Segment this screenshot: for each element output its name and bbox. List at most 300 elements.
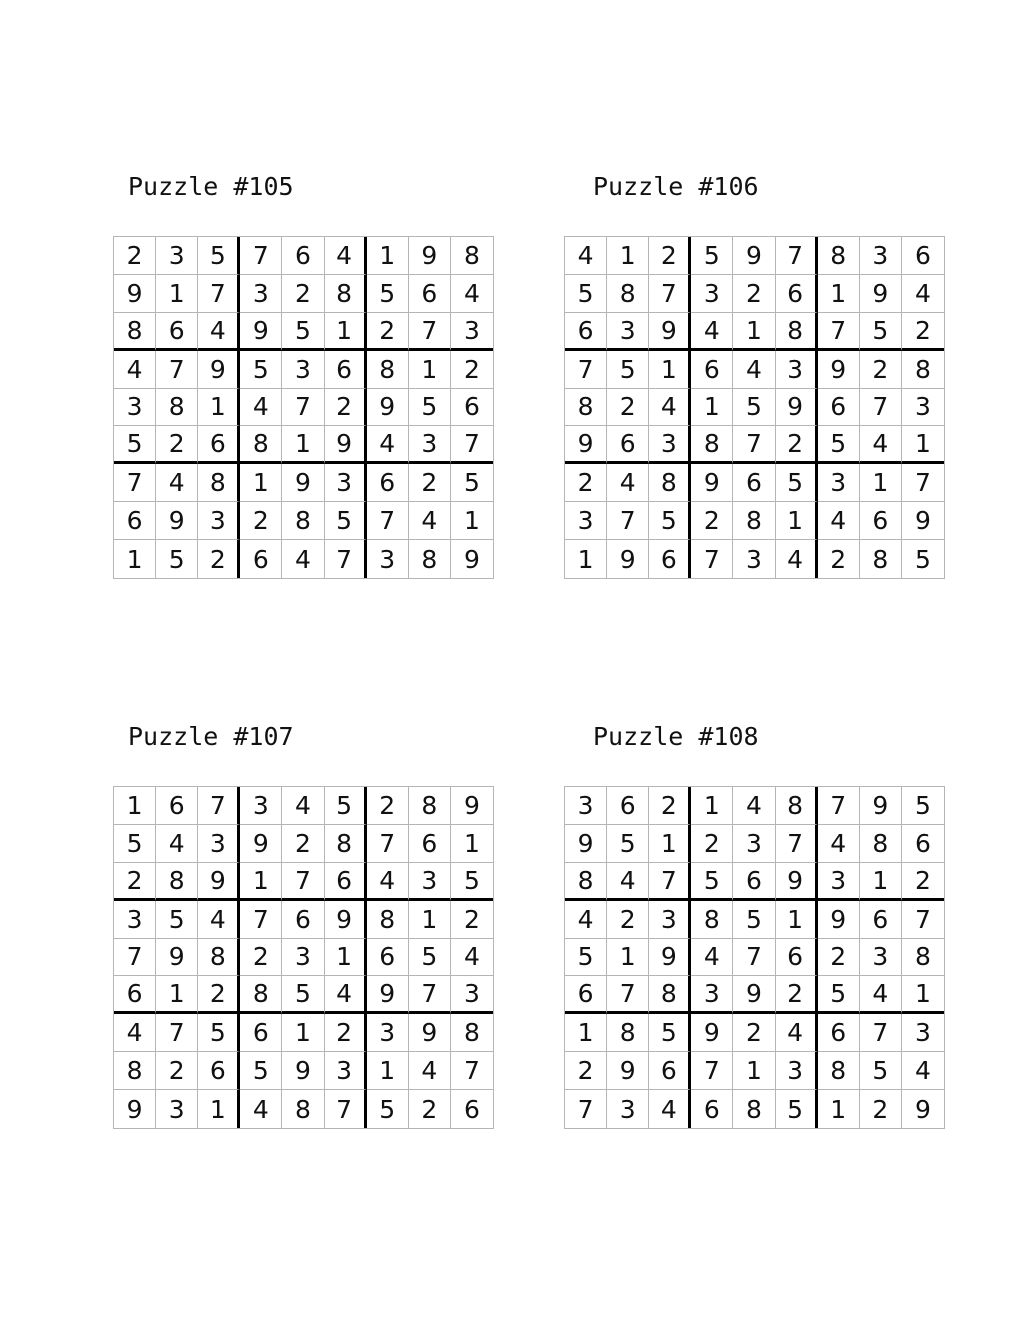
sudoku-cell: 1: [902, 976, 944, 1014]
sudoku-cell: 1: [565, 1014, 607, 1052]
sudoku-cell: 5: [649, 502, 691, 540]
sudoku-cell: 2: [367, 787, 409, 825]
sudoku-cell: 5: [156, 540, 198, 578]
sudoku-cell: 4: [860, 426, 902, 464]
sudoku-cell: 5: [325, 502, 367, 540]
sudoku-cell: 5: [733, 389, 775, 427]
sudoku-cell: 2: [860, 351, 902, 389]
sudoku-cell: 9: [409, 237, 451, 275]
sudoku-cell: 6: [282, 901, 324, 939]
sudoku-cell: 4: [198, 313, 240, 351]
sudoku-cell: 4: [325, 976, 367, 1014]
sudoku-cell: 5: [409, 389, 451, 427]
sudoku-cell: 2: [240, 502, 282, 540]
sudoku-cell: 1: [902, 426, 944, 464]
sudoku-cell: 2: [282, 825, 324, 863]
sudoku-cell: 6: [367, 464, 409, 502]
sudoku-cell: 1: [776, 901, 818, 939]
sudoku-cell: 9: [776, 863, 818, 901]
sudoku-cell: 3: [607, 313, 649, 351]
sudoku-cell: 3: [325, 464, 367, 502]
sudoku-cell: 9: [733, 237, 775, 275]
sudoku-cell: 1: [607, 939, 649, 977]
sudoku-cell: 8: [325, 275, 367, 313]
sudoku-cell: 2: [409, 464, 451, 502]
sudoku-cell: 2: [776, 426, 818, 464]
sudoku-cell: 7: [451, 426, 493, 464]
sudoku-grid: [564, 786, 945, 1129]
sudoku-cell: 8: [565, 863, 607, 901]
sudoku-cell: 3: [409, 863, 451, 901]
sudoku-cell: 6: [282, 237, 324, 275]
sudoku-cell: 3: [282, 351, 324, 389]
sudoku-cell: 2: [451, 901, 493, 939]
sudoku-cell: 7: [733, 426, 775, 464]
sudoku-cell: 1: [733, 1052, 775, 1090]
sudoku-cell: 9: [818, 901, 860, 939]
sudoku-cell: 9: [198, 863, 240, 901]
sudoku-cell: 2: [607, 389, 649, 427]
sudoku-cell: 3: [691, 976, 733, 1014]
sudoku-cell: 2: [114, 237, 156, 275]
sudoku-cell: 8: [733, 1090, 775, 1128]
sudoku-cell: 3: [240, 275, 282, 313]
sudoku-cell: 2: [156, 1052, 198, 1090]
sudoku-cell: 5: [451, 863, 493, 901]
sudoku-cell: 9: [282, 464, 324, 502]
sudoku-cell: 8: [114, 313, 156, 351]
sudoku-cell: 2: [114, 863, 156, 901]
sudoku-cell: 6: [198, 1052, 240, 1090]
sudoku-cell: 5: [607, 825, 649, 863]
sudoku-cell: 4: [409, 1052, 451, 1090]
sudoku-cell: 3: [733, 825, 775, 863]
sudoku-cell: 3: [649, 426, 691, 464]
sudoku-cell: 1: [565, 540, 607, 578]
sudoku-cell: 2: [409, 1090, 451, 1128]
sudoku-cell: 5: [156, 901, 198, 939]
sudoku-cell: 7: [325, 540, 367, 578]
sudoku-cell: 4: [733, 787, 775, 825]
sudoku-cell: 5: [367, 1090, 409, 1128]
sudoku-cell: 9: [691, 464, 733, 502]
sudoku-cell: 8: [240, 426, 282, 464]
sudoku-cell: 9: [860, 275, 902, 313]
sudoku-cell: 4: [325, 237, 367, 275]
sudoku-cell: 7: [776, 237, 818, 275]
sudoku-cell: 5: [860, 1052, 902, 1090]
sudoku-cell: 9: [776, 389, 818, 427]
sudoku-cell: 1: [649, 825, 691, 863]
sudoku-cell: 1: [691, 389, 733, 427]
sudoku-cell: 7: [409, 313, 451, 351]
sudoku-cell: 3: [409, 426, 451, 464]
sudoku-cell: 5: [409, 939, 451, 977]
sudoku-cell: 6: [691, 351, 733, 389]
sudoku-cell: 3: [156, 1090, 198, 1128]
sudoku-cell: 7: [818, 313, 860, 351]
sudoku-cell: 8: [818, 237, 860, 275]
sudoku-cell: 4: [691, 313, 733, 351]
sudoku-cell: 1: [860, 464, 902, 502]
sudoku-cell: 4: [902, 1052, 944, 1090]
sudoku-cell: 7: [240, 237, 282, 275]
sudoku-cell: 8: [282, 1090, 324, 1128]
sudoku-cell: 7: [691, 1052, 733, 1090]
sudoku-cell: 1: [691, 787, 733, 825]
sudoku-cell: 2: [902, 313, 944, 351]
sudoku-cell: 9: [860, 787, 902, 825]
sudoku-cell: 5: [114, 825, 156, 863]
sudoku-cell: 8: [902, 939, 944, 977]
sudoku-cell: 6: [607, 426, 649, 464]
sudoku-cell: 2: [565, 1052, 607, 1090]
sudoku-cell: 6: [776, 275, 818, 313]
sudoku-cell: 5: [776, 1090, 818, 1128]
puzzle-title: Puzzle #108: [593, 722, 759, 751]
sudoku-cell: 5: [649, 1014, 691, 1052]
sudoku-cell: 3: [198, 825, 240, 863]
sudoku-cell: 9: [156, 939, 198, 977]
sudoku-cell: 9: [451, 787, 493, 825]
sudoku-cell: 7: [860, 389, 902, 427]
sudoku-cell: 3: [325, 1052, 367, 1090]
sudoku-cell: 4: [860, 976, 902, 1014]
sudoku-grid: [113, 236, 494, 579]
sudoku-cell: 4: [282, 787, 324, 825]
sudoku-cell: 8: [691, 901, 733, 939]
sudoku-cell: 9: [282, 1052, 324, 1090]
sudoku-cell: 6: [325, 863, 367, 901]
sudoku-cell: 3: [282, 939, 324, 977]
sudoku-cell: 4: [409, 502, 451, 540]
sudoku-cell: 9: [325, 901, 367, 939]
sudoku-cell: 1: [776, 502, 818, 540]
sudoku-cell: 1: [114, 540, 156, 578]
sudoku-cell: 3: [776, 1052, 818, 1090]
sudoku-cell: 8: [860, 825, 902, 863]
sudoku-cell: 4: [451, 275, 493, 313]
sudoku-cell: 3: [565, 787, 607, 825]
sudoku-cell: 6: [649, 540, 691, 578]
sudoku-cell: 5: [776, 464, 818, 502]
sudoku-cell: 2: [860, 1090, 902, 1128]
sudoku-cell: 8: [409, 787, 451, 825]
sudoku-cell: 2: [325, 1014, 367, 1052]
sudoku-cell: 9: [114, 1090, 156, 1128]
sudoku-cell: 6: [114, 976, 156, 1014]
sudoku-cell: 2: [451, 351, 493, 389]
sudoku-cell: 3: [733, 540, 775, 578]
sudoku-cell: 4: [240, 1090, 282, 1128]
sudoku-cell: 6: [649, 1052, 691, 1090]
sudoku-cell: 2: [325, 389, 367, 427]
sudoku-cell: 5: [282, 976, 324, 1014]
sudoku-cell: 6: [198, 426, 240, 464]
sudoku-cell: 9: [240, 825, 282, 863]
sudoku-cell: 9: [409, 1014, 451, 1052]
sudoku-cell: 4: [607, 464, 649, 502]
sudoku-cell: 8: [282, 502, 324, 540]
sudoku-cell: 5: [240, 351, 282, 389]
sudoku-cell: 6: [409, 275, 451, 313]
sudoku-cell: 9: [198, 351, 240, 389]
sudoku-cell: 2: [776, 976, 818, 1014]
sudoku-cell: 4: [818, 502, 860, 540]
sudoku-cell: 6: [156, 313, 198, 351]
sudoku-cell: 4: [156, 464, 198, 502]
sudoku-cell: 2: [240, 939, 282, 977]
sudoku-cell: 8: [198, 464, 240, 502]
sudoku-cell: 7: [607, 976, 649, 1014]
sudoku-cell: 6: [451, 389, 493, 427]
sudoku-cell: 6: [409, 825, 451, 863]
sudoku-cell: 5: [902, 787, 944, 825]
puzzle-title: Puzzle #107: [128, 722, 294, 751]
sudoku-cell: 8: [607, 1014, 649, 1052]
sudoku-cell: 5: [818, 426, 860, 464]
sudoku-cell: 9: [565, 825, 607, 863]
sudoku-cell: 1: [198, 1090, 240, 1128]
sudoku-cell: 3: [607, 1090, 649, 1128]
sudoku-cell: 3: [451, 313, 493, 351]
sudoku-cell: 7: [902, 464, 944, 502]
sudoku-cell: 4: [649, 1090, 691, 1128]
sudoku-cell: 4: [776, 540, 818, 578]
sudoku-cell: 7: [282, 389, 324, 427]
sudoku-cell: 9: [565, 426, 607, 464]
sudoku-cell: 7: [367, 825, 409, 863]
sudoku-cell: 2: [367, 313, 409, 351]
sudoku-cell: 1: [860, 863, 902, 901]
sudoku-cell: 8: [367, 901, 409, 939]
sudoku-cell: 5: [733, 901, 775, 939]
sudoku-cell: 7: [607, 502, 649, 540]
sudoku-cell: 9: [325, 426, 367, 464]
sudoku-cell: 8: [156, 389, 198, 427]
sudoku-cell: 7: [860, 1014, 902, 1052]
sudoku-cell: 9: [733, 976, 775, 1014]
sudoku-cell: 2: [198, 976, 240, 1014]
sudoku-cell: 6: [818, 1014, 860, 1052]
sudoku-cell: 3: [860, 939, 902, 977]
sudoku-cell: 6: [114, 502, 156, 540]
sudoku-cell: 9: [463, 544, 480, 574]
sudoku-cell: 1: [733, 313, 775, 351]
sudoku-cell: 1: [818, 1090, 860, 1128]
sudoku-cell: 4: [282, 540, 324, 578]
sudoku-cell: 5: [114, 426, 156, 464]
sudoku-cell: 6: [902, 825, 944, 863]
sudoku-cell: 2: [649, 237, 691, 275]
sudoku-cell: 7: [409, 976, 451, 1014]
sudoku-cell: 3: [156, 237, 198, 275]
sudoku-cell: 7: [776, 825, 818, 863]
sudoku-cell: 1: [282, 1014, 324, 1052]
sudoku-cell: 7: [565, 1090, 607, 1128]
sudoku-cell: 7: [198, 275, 240, 313]
sudoku-cell: 2: [902, 863, 944, 901]
sudoku-cell: 7: [198, 787, 240, 825]
sudoku-cell: 2: [198, 540, 240, 578]
sudoku-cell: 4: [240, 389, 282, 427]
sudoku-cell: 8: [649, 464, 691, 502]
sudoku-cell: 1: [325, 939, 367, 977]
sudoku-cell: 8: [860, 540, 902, 578]
sudoku-cell: 8: [649, 976, 691, 1014]
sudoku-cell: 6: [463, 1094, 480, 1124]
sudoku-cell: 6: [860, 901, 902, 939]
sudoku-cell: 1: [240, 464, 282, 502]
sudoku-cell: 2: [818, 540, 860, 578]
sudoku-cell: 7: [691, 540, 733, 578]
sudoku-cell: 9: [607, 540, 649, 578]
sudoku-cell: 6: [240, 1014, 282, 1052]
sudoku-cell: 5: [860, 313, 902, 351]
sudoku-cell: 3: [691, 275, 733, 313]
sudoku-cell: 8: [325, 825, 367, 863]
sudoku-cell: 2: [607, 901, 649, 939]
sudoku-cell: 1: [367, 1052, 409, 1090]
sudoku-cell: 6: [818, 389, 860, 427]
sudoku-cell: 3: [114, 389, 156, 427]
sudoku-cell: 9: [902, 502, 944, 540]
sudoku-cell: 5: [607, 351, 649, 389]
sudoku-grid: [564, 236, 945, 579]
sudoku-cell: 9: [114, 275, 156, 313]
sudoku-cell: 6: [860, 502, 902, 540]
sudoku-cell: 3: [451, 976, 493, 1014]
sudoku-cell: 3: [776, 351, 818, 389]
sudoku-cell: 3: [367, 1014, 409, 1052]
sudoku-cell: 4: [607, 863, 649, 901]
sudoku-cell: 7: [156, 1014, 198, 1052]
sudoku-cell: 5: [691, 237, 733, 275]
sudoku-cell: 4: [649, 389, 691, 427]
sudoku-cell: 9: [367, 389, 409, 427]
sudoku-cell: 1: [198, 389, 240, 427]
sudoku-cell: 9: [818, 351, 860, 389]
sudoku-cell: 3: [860, 237, 902, 275]
sudoku-cell: 7: [367, 502, 409, 540]
sudoku-grid: [113, 786, 494, 1129]
sudoku-cell: 1: [156, 275, 198, 313]
sudoku-cell: 9: [914, 1094, 931, 1124]
puzzle-title: Puzzle #106: [593, 172, 759, 201]
sudoku-cell: 2: [282, 275, 324, 313]
sudoku-cell: 6: [565, 313, 607, 351]
sudoku-cell: 7: [649, 863, 691, 901]
sudoku-cell: 6: [733, 464, 775, 502]
sudoku-cell: 3: [818, 863, 860, 901]
puzzle-title: Puzzle #105: [128, 172, 294, 201]
sudoku-cell: 1: [114, 787, 156, 825]
sudoku-cell: 1: [451, 502, 493, 540]
sudoku-cell: 6: [733, 863, 775, 901]
sudoku-cell: 4: [691, 939, 733, 977]
sudoku-cell: 5: [198, 237, 240, 275]
sudoku-cell: 7: [114, 939, 156, 977]
sudoku-cell: 4: [114, 351, 156, 389]
sudoku-cell: 4: [156, 825, 198, 863]
sudoku-cell: 4: [902, 275, 944, 313]
sudoku-cell: 1: [282, 426, 324, 464]
sudoku-cell: 5: [565, 939, 607, 977]
sudoku-cell: 2: [691, 825, 733, 863]
sudoku-cell: 1: [325, 313, 367, 351]
sudoku-cell: 9: [649, 313, 691, 351]
sudoku-cell: 8: [114, 1052, 156, 1090]
sudoku-cell: 6: [367, 939, 409, 977]
sudoku-cell: 4: [818, 825, 860, 863]
sudoku-cell: 8: [409, 540, 451, 578]
sudoku-cell: 2: [818, 939, 860, 977]
sudoku-cell: 5: [282, 313, 324, 351]
sudoku-cell: 1: [240, 863, 282, 901]
sudoku-cell: 7: [649, 275, 691, 313]
sudoku-cell: 7: [282, 863, 324, 901]
sudoku-cell: 6: [325, 351, 367, 389]
sudoku-cell: 1: [409, 901, 451, 939]
sudoku-cell: 4: [198, 901, 240, 939]
sudoku-cell: 5: [198, 1014, 240, 1052]
sudoku-cell: 8: [776, 313, 818, 351]
sudoku-cell: 7: [325, 1090, 367, 1128]
sudoku-cell: 7: [156, 351, 198, 389]
sudoku-cell: 5: [565, 275, 607, 313]
sudoku-cell: 7: [451, 1052, 493, 1090]
sudoku-cell: 8: [776, 787, 818, 825]
sudoku-cell: 3: [902, 1014, 944, 1052]
sudoku-cell: 8: [733, 502, 775, 540]
sudoku-cell: 4: [367, 426, 409, 464]
sudoku-cell: 6: [240, 540, 282, 578]
sudoku-cell: 2: [733, 1014, 775, 1052]
sudoku-cell: 6: [565, 976, 607, 1014]
sudoku-cell: 3: [565, 502, 607, 540]
sudoku-cell: 6: [156, 787, 198, 825]
sudoku-cell: 3: [114, 901, 156, 939]
sudoku-cell: 3: [902, 389, 944, 427]
sudoku-cell: 4: [367, 863, 409, 901]
sudoku-cell: 1: [451, 825, 493, 863]
sudoku-cell: 7: [733, 939, 775, 977]
sudoku-cell: 4: [114, 1014, 156, 1052]
sudoku-cell: 1: [156, 976, 198, 1014]
sudoku-cell: 3: [818, 464, 860, 502]
sudoku-cell: 8: [818, 1052, 860, 1090]
sudoku-cell: 2: [649, 787, 691, 825]
sudoku-cell: 6: [691, 1090, 733, 1128]
sudoku-cell: 5: [240, 1052, 282, 1090]
sudoku-cell: 4: [565, 237, 607, 275]
sudoku-cell: 8: [565, 389, 607, 427]
sudoku-cell: 8: [607, 275, 649, 313]
sudoku-cell: 3: [240, 787, 282, 825]
sudoku-cell: 9: [649, 939, 691, 977]
sudoku-cell: 1: [649, 351, 691, 389]
sudoku-cell: 5: [325, 787, 367, 825]
sudoku-cell: 1: [409, 351, 451, 389]
sudoku-cell: 4: [565, 901, 607, 939]
sudoku-cell: 8: [367, 351, 409, 389]
sudoku-cell: 6: [776, 939, 818, 977]
sudoku-cell: 7: [240, 901, 282, 939]
sudoku-cell: 8: [451, 237, 493, 275]
sudoku-cell: 6: [902, 237, 944, 275]
sudoku-cell: 7: [902, 901, 944, 939]
sudoku-cell: 1: [607, 237, 649, 275]
